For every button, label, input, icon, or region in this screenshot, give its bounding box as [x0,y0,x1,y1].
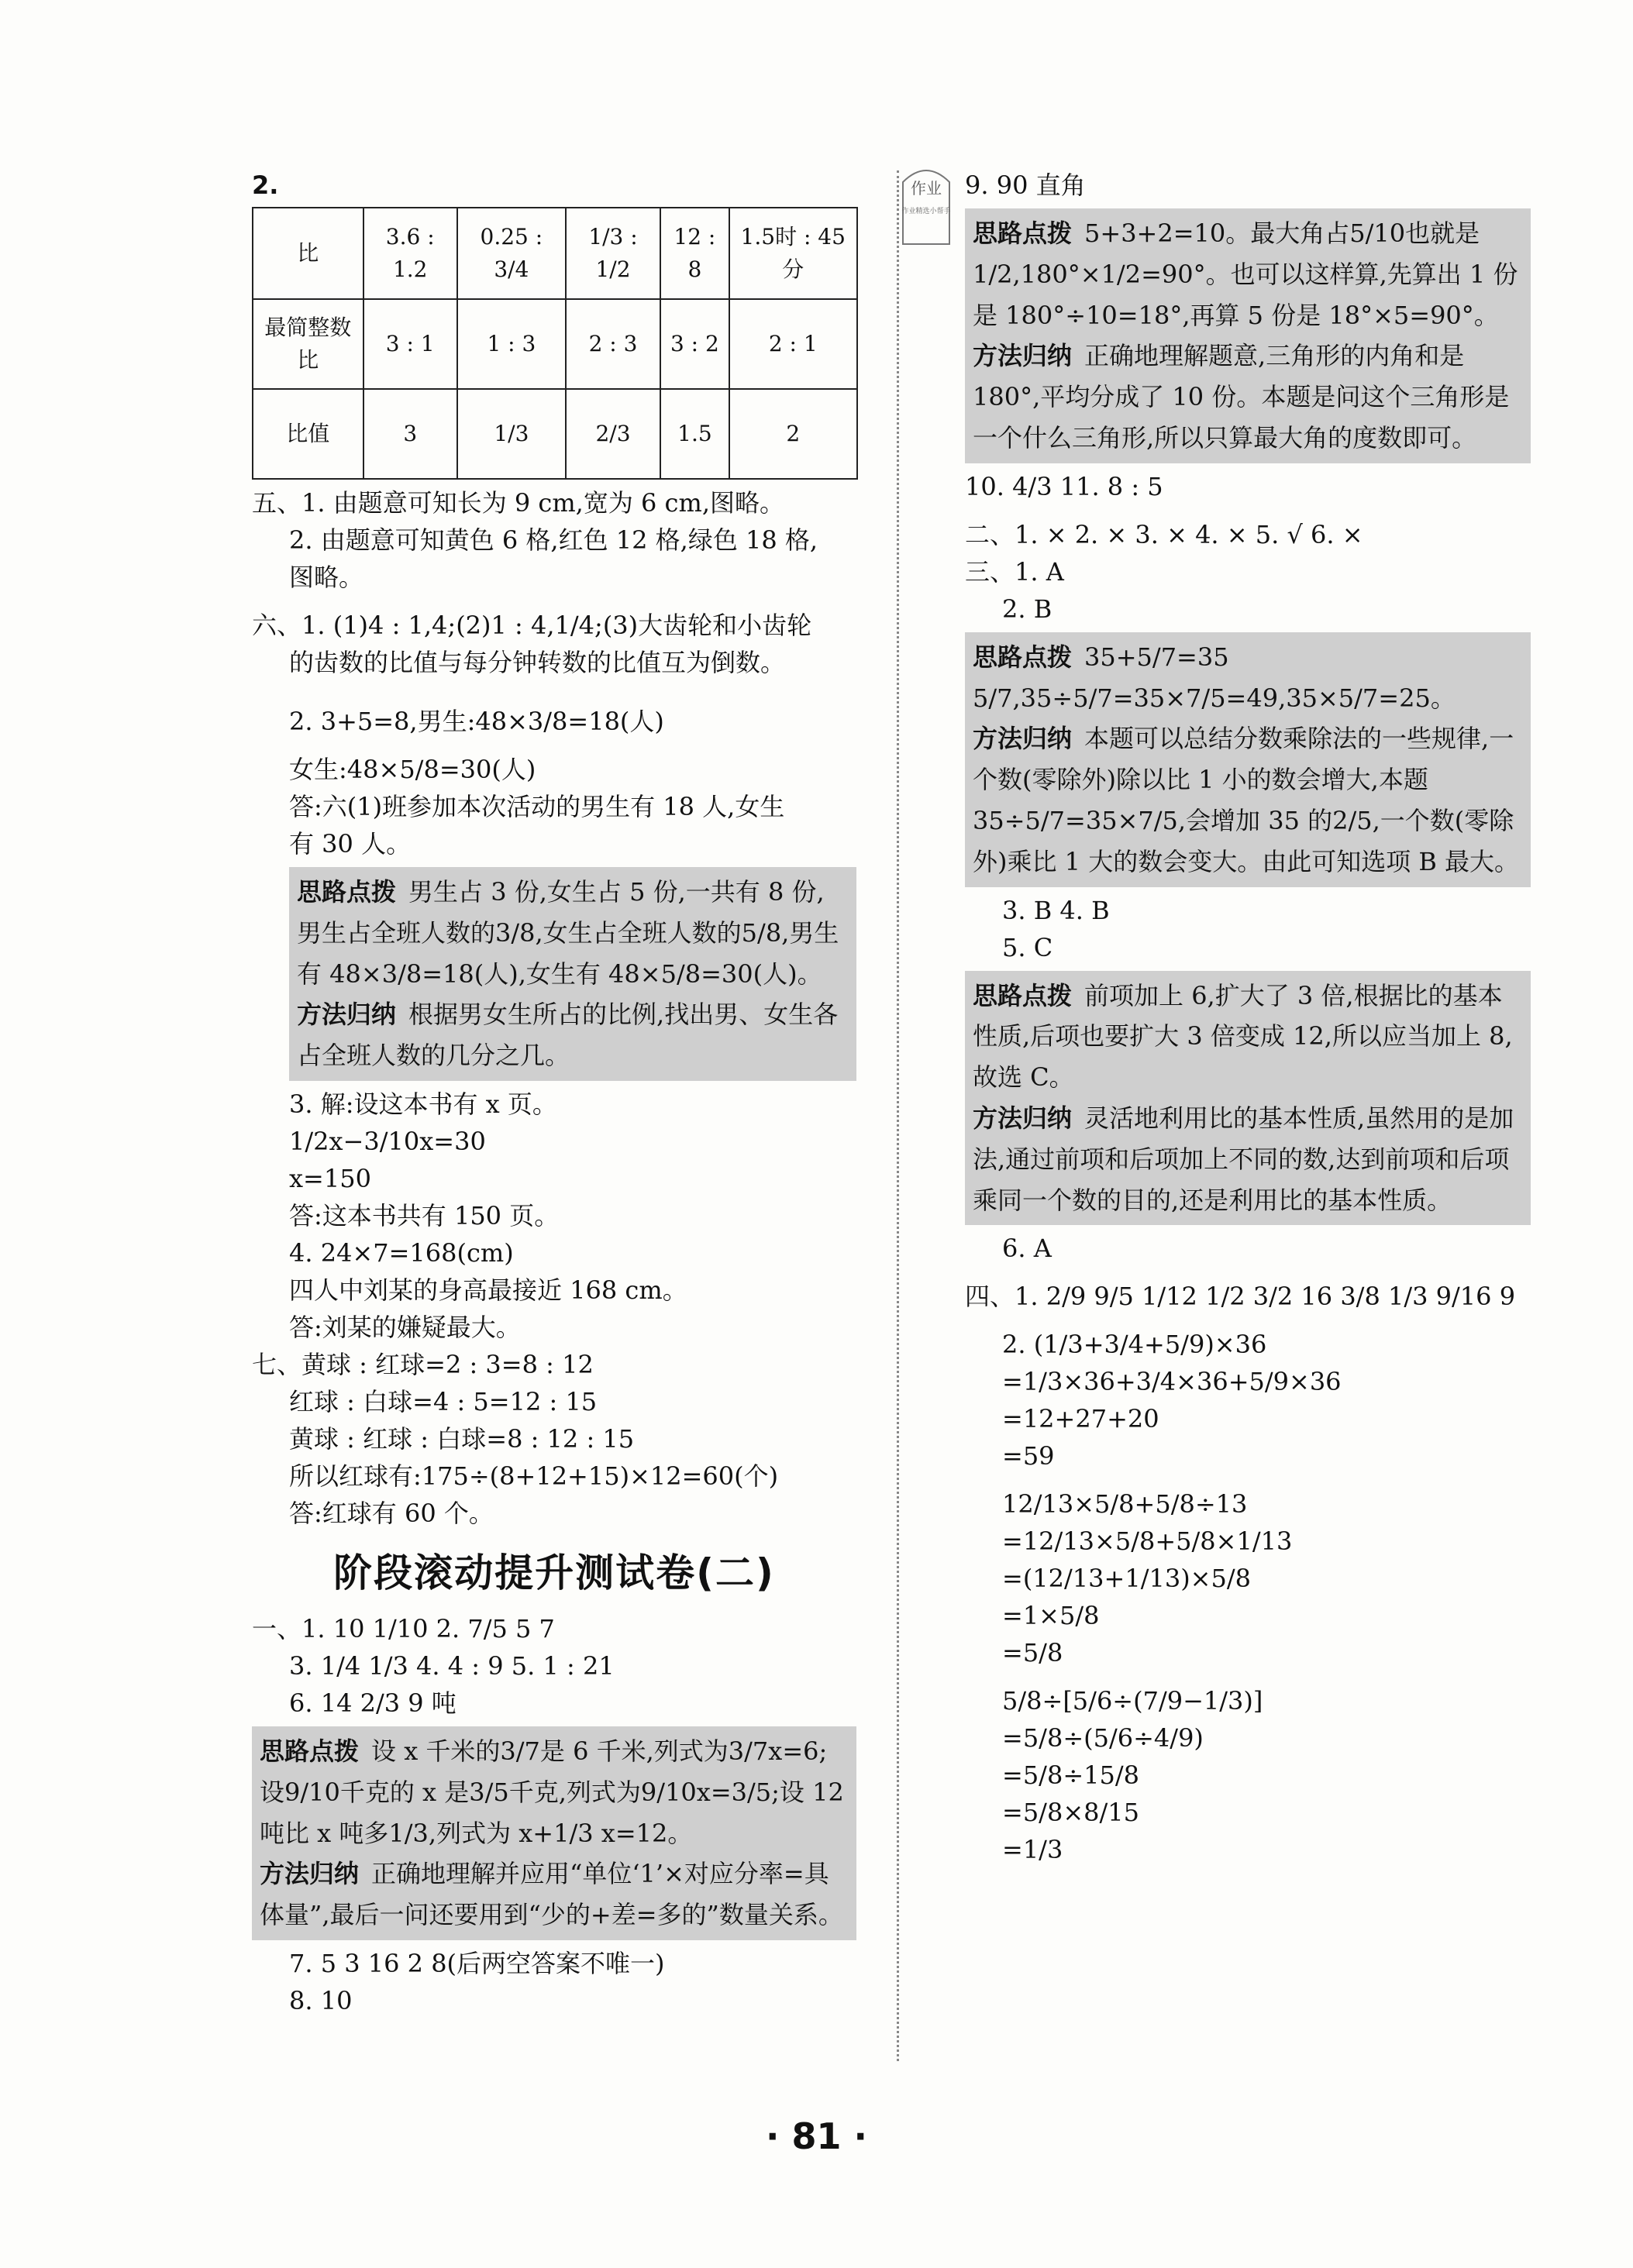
answer-line: 2. 3+5=8,男生:48×3/8=18(人) [289,707,664,736]
table-row [253,389,857,479]
hint-text: 设 x 千米的3/7是 6 千米,列式为3/7x=6;设9/10千克的 x 是3/5千克,列式为9/10x=3/5;设 12 吨比 x 吨多1/3,列式为 x+1/3 x=12。 [260,1736,844,1848]
table-row [253,208,857,299]
ratio-table [252,207,858,480]
table-cell: 3 : 2 [660,299,729,389]
hint-tag: 思路点拨 [973,980,1073,1010]
answer-line: 女生:48×5/8=30(人) [289,755,536,784]
answer-line: 图略。 [289,563,364,592]
hint-text: 5+3+2=10。最大角占5/10也就是1/2,180°×1/2=90°。也可以这样算,先算出 1 份是 180°÷10=18°,再算 5 份是 18°×5=90°。 [973,219,1518,330]
answer-line: 3. 1/4 1/3 4. 4 : 9 5. 1 : 21 [289,1650,615,1681]
table-cell: 1 : 3 [457,299,566,389]
method-text: 本题可以总结分数乘除法的一些规律,一个数(零除外)除以比 1 小的数会增大,本题 35÷5/7=35×7/5,会增加 35 的2/5,一个数(零除外)乘比 1 大的数会变大。由此可知选项 B 最大。 [973,724,1520,876]
hint-text: 前项加上 6,扩大了 3 倍,根据比的基本性质,后项也要扩大 3 倍变成 12,所以应当加上 8,故选 C。 [973,980,1513,1093]
hint-box [289,867,856,1081]
calc-line: =5/8÷15/8 [1002,1760,1139,1791]
answer-line: 二、1. × 2. × 3. × 4. × 5. √ 6. × [965,519,1363,549]
answer-line: 答:红球有 60 个。 [289,1498,494,1528]
calc-line: =5/8 [1002,1638,1063,1668]
answer-line: 1/2x−3/10x=30 [289,1126,486,1156]
method-text: 根据男女生所占的比例,找出男、女生各占全班人数的几分之几。 [297,1000,839,1071]
answer-line: 答:六(1)班参加本次活动的男生有 18 人,女生 [289,792,785,821]
answer-line: 3. 解:设这本书有 x 页。 [289,1089,557,1119]
stamp-text: 作业 [911,179,942,198]
answer-line: 红球 : 白球=4 : 5=12 : 15 [289,1386,598,1416]
answer-line: 三、1. A [965,556,1064,587]
calc-line: 12/13×5/8+5/8÷13 [1002,1489,1248,1519]
answer-line: 3. B 4. B [1002,895,1110,925]
table-cell: 12 : 8 [660,208,729,299]
table-cell: 2/3 [566,389,661,479]
hint-tag: 思路点拨 [973,642,1073,672]
method-tag: 方法归纳 [973,1103,1073,1133]
left-column [252,167,856,2019]
hint-box [965,632,1531,887]
calc-line: =(12/13+1/13)×5/8 [1002,1564,1251,1594]
answer-line: 五、1. 由题意可知长为 9 cm,宽为 6 cm,图略。 [252,488,784,518]
table-cell: 2 : 3 [566,299,661,389]
method-text: 正确地理解题意,三角形的内角和是 180°,平均分成了 10 份。本题是问这个三角形是一个什么三角形,所以只算最大角的度数即可。 [973,341,1510,453]
method-tag: 方法归纳 [973,724,1073,754]
calc-line: =1×5/8 [1002,1601,1100,1631]
hint-tag: 思路点拨 [973,219,1073,248]
table-cell: 3.6 : 1.2 [363,208,457,299]
table-cell: 最简整数比 [253,299,363,389]
answer-line: 六、1. (1)4 : 1,4;(2)1 : 4,1/4;(3)大齿轮和小齿轮 [252,611,812,640]
method-tag: 方法归纳 [297,1000,397,1030]
calc-line: =59 [1002,1441,1055,1471]
table-cell: 1.5时 : 45分 [729,208,857,299]
method-tag: 方法归纳 [260,1859,360,1889]
hint-tag: 思路点拨 [260,1736,360,1766]
answer-line: 所以红球有:175÷(8+12+15)×12=60(个) [289,1461,779,1491]
hint-text: 35+5/7=35 5/7,35÷5/7=35×7/5=49,35×5/7=25。 [973,642,1456,713]
calc-line: =5/8÷(5/6÷4/9) [1002,1723,1204,1753]
answer-line: 7. 5 3 16 2 8(后两空答案不唯一) [289,1948,665,1978]
hint-box [965,208,1531,463]
table-cell: 1.5 [660,389,729,479]
answer-line: 6. A [1002,1234,1052,1264]
method-text: 灵活地利用比的基本性质,虽然用的是加法,通过前项和后项加上不同的数,达到前项和后项乘同一个数的目的,还是利用比的基本性质。 [973,1103,1514,1215]
table-row [253,299,857,389]
answer-line: 4. 24×7=168(cm) [289,1237,514,1268]
answer-line: 答:这本书共有 150 页。 [289,1200,560,1230]
answer-line: 一、1. 10 1/10 2. 7/5 5 7 [252,1613,555,1643]
answer-line: 2. B [1002,594,1052,624]
answer-line: 2. 由题意可知黄色 6 格,红色 12 格,绿色 18 格, [289,525,818,555]
homework-stamp [887,159,965,252]
answer-line: 10. 4/3 11. 8 : 5 [965,471,1163,501]
answer-line: 9. 90 直角 [965,170,1086,200]
page-number: · 81 · [766,2115,867,2157]
answer-line: 8. 10 [289,1985,353,2015]
table-cell: 1/3 : 1/2 [566,208,661,299]
calc-line: 2. (1/3+3/4+5/9)×36 [1002,1330,1267,1360]
hint-tag: 思路点拨 [297,877,397,907]
calc-line: =1/3 [1002,1835,1063,1865]
table-cell: 比值 [253,389,363,479]
answer-line: x=150 [289,1163,371,1193]
table-cell: 2 : 1 [729,299,857,389]
answer-line: 四人中刘某的身高最接近 168 cm。 [289,1275,687,1305]
table-cell: 1/3 [457,389,566,479]
answer-line: 七、黄球 : 红球=2 : 3=8 : 12 [252,1349,594,1379]
table-cell: 比 [253,208,363,299]
hint-text: 男生占 3 份,女生占 5 份,一共有 8 份,男生占全班人数的3/8,女生占全班人数的5/8,男生有 48×3/8=18(人),女生有 48×5/8=30(人)。 [297,877,839,989]
answer-line: 答:刘某的嫌疑最大。 [289,1312,521,1342]
answer-line: 有 30 人。 [289,829,412,859]
calc-line: 5/8÷[5/6÷(7/9−1/3)] [1002,1686,1263,1716]
right-column [965,167,1531,1868]
calc-line: =12/13×5/8+5/8×1/13 [1002,1526,1293,1557]
table-cell: 3 [363,389,457,479]
answer-line: 黄球 : 红球 : 白球=8 : 12 : 15 [289,1423,635,1454]
method-text: 正确地理解并应用“单位‘1’×对应分率=具体量”,最后一问还要用到“少的+差=多的”数量关系。 [260,1859,843,1930]
method-tag: 方法归纳 [973,341,1073,371]
calc-line: =5/8×8/15 [1002,1798,1139,1828]
table-cell: 0.25 : 3/4 [457,208,566,299]
stamp-subtext: 作业精选小帮手 [901,208,951,215]
hint-box [252,1726,856,1940]
answer-line: 四、1. 2/9 9/5 1/12 1/2 3/2 16 3/8 1/3 9/16 9 [965,1282,1516,1312]
answer-line: 6. 14 2/3 9 吨 [289,1688,456,1718]
answer-line: 的齿数的比值与每分钟转数的比值互为倒数。 [289,648,786,677]
hint-box [965,971,1531,1226]
calc-line: =1/3×36+3/4×36+5/9×36 [1002,1367,1342,1397]
table-cell: 3 : 1 [363,299,457,389]
table-label: 2. [252,170,279,200]
calc-line: =12+27+20 [1002,1404,1159,1434]
table-cell: 2 [729,389,857,479]
column-divider [897,170,899,2061]
section-title: 阶段滚动提升测试卷(二) [333,1550,775,1595]
answer-line: 5. C [1002,932,1053,962]
